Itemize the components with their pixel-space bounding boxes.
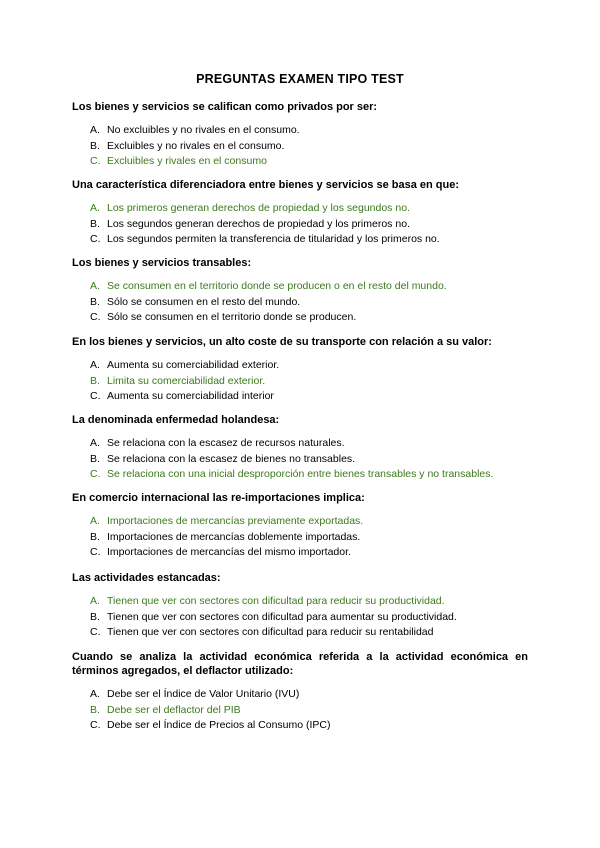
option-letter: B. bbox=[90, 530, 100, 543]
option-text: Importaciones de mercancías del mismo importador. bbox=[107, 546, 351, 558]
question-3 bbox=[72, 256, 528, 326]
option-letter: C. bbox=[90, 468, 101, 480]
option-text: Los primeros generan derechos de propiedad y los segundos no. bbox=[107, 202, 410, 214]
option-letter: A. bbox=[90, 202, 100, 214]
question-3-options bbox=[72, 279, 528, 326]
question-5-options bbox=[72, 436, 528, 483]
option-1c[interactable] bbox=[72, 154, 528, 170]
option-3c[interactable] bbox=[72, 310, 528, 326]
option-7b[interactable] bbox=[72, 610, 528, 626]
option-letter: A. bbox=[90, 515, 100, 527]
option-text: Limita su comerciabilidad exterior. bbox=[107, 374, 266, 387]
option-letter: B. bbox=[90, 217, 100, 230]
option-letter: A. bbox=[90, 359, 100, 371]
option-text: Tienen que ver con sectores con dificultad para reducir su rentabilidad bbox=[107, 626, 434, 638]
option-2c[interactable] bbox=[72, 232, 528, 248]
question-4-text: En los bienes y servicios, un alto coste de su transporte con relación a su valor: bbox=[72, 336, 492, 348]
question-2-options bbox=[72, 201, 528, 248]
option-1b[interactable] bbox=[72, 139, 528, 155]
question-8 bbox=[72, 650, 528, 734]
option-text: Se relaciona con la escasez de bienes no transables. bbox=[107, 452, 356, 465]
option-letter: A. bbox=[90, 595, 100, 607]
option-text: Aumenta su comerciabilidad interior bbox=[107, 390, 274, 402]
page-title: PREGUNTAS EXAMEN TIPO TEST bbox=[196, 72, 404, 86]
option-text: Se relaciona con una inicial desproporción entre bienes transables y no transables. bbox=[107, 468, 494, 480]
question-4-options bbox=[72, 358, 528, 405]
option-text: Se consumen en el territorio donde se producen o en el resto del mundo. bbox=[107, 280, 447, 292]
option-6c[interactable] bbox=[72, 545, 528, 561]
question-8-options bbox=[72, 687, 528, 734]
option-letter: C. bbox=[90, 719, 101, 731]
question-8-text: Cuando se analiza la actividad económica referida a la actividad económica en términos agregados, el deflactor utilizado: bbox=[72, 651, 528, 677]
option-letter: C. bbox=[90, 155, 101, 167]
option-6a[interactable] bbox=[72, 514, 528, 530]
question-1 bbox=[72, 100, 528, 170]
option-text: Los segundos generan derechos de propiedad y los primeros no. bbox=[107, 217, 410, 230]
option-text: Tienen que ver con sectores con dificultad para aumentar su productividad. bbox=[107, 610, 457, 623]
question-6 bbox=[72, 491, 528, 561]
option-text: Se relaciona con la escasez de recursos naturales. bbox=[107, 437, 345, 449]
option-letter: B. bbox=[90, 139, 100, 152]
question-5 bbox=[72, 413, 528, 483]
option-4c[interactable] bbox=[72, 389, 528, 405]
option-text: Debe ser el Índice de Valor Unitario (IVU) bbox=[107, 688, 300, 700]
option-3b[interactable] bbox=[72, 295, 528, 311]
option-3a[interactable] bbox=[72, 279, 528, 295]
option-letter: B. bbox=[90, 374, 100, 387]
option-letter: C. bbox=[90, 311, 101, 323]
option-text: Sólo se consumen en el territorio donde se producen. bbox=[107, 311, 357, 323]
question-2 bbox=[72, 178, 528, 248]
option-letter: B. bbox=[90, 610, 100, 623]
question-5-text: La denominada enfermedad holandesa: bbox=[72, 414, 280, 426]
option-text: Sólo se consumen en el resto del mundo. bbox=[107, 295, 301, 308]
option-2b[interactable] bbox=[72, 217, 528, 233]
option-8a[interactable] bbox=[72, 687, 528, 703]
option-letter: B. bbox=[90, 295, 100, 308]
option-text: Aumenta su comerciabilidad exterior. bbox=[107, 359, 280, 371]
option-4a[interactable] bbox=[72, 358, 528, 374]
option-5a[interactable] bbox=[72, 436, 528, 452]
question-6-text: En comercio internacional las re-importaciones implica: bbox=[72, 492, 365, 504]
option-letter: A. bbox=[90, 688, 100, 700]
question-7 bbox=[72, 571, 528, 641]
option-letter: B. bbox=[90, 703, 100, 716]
question-6-options bbox=[72, 514, 528, 561]
option-text: Importaciones de mercancías previamente exportadas. bbox=[107, 515, 364, 527]
question-1-text: Los bienes y servicios se califican como privados por ser: bbox=[72, 101, 378, 113]
option-text: Excluibles y rivales en el consumo bbox=[107, 155, 267, 167]
option-letter: C. bbox=[90, 233, 101, 245]
option-text: Debe ser el Índice de Precios al Consumo (IPC) bbox=[107, 719, 331, 731]
option-text: Excluibles y no rivales en el consumo. bbox=[107, 139, 285, 152]
option-text: Debe ser el deflactor del PIB bbox=[107, 703, 241, 716]
option-5b[interactable] bbox=[72, 452, 528, 468]
question-2-text: Una característica diferenciadora entre bienes y servicios se basa en que: bbox=[72, 179, 460, 191]
option-text: Tienen que ver con sectores con dificultad para reducir su productividad. bbox=[107, 595, 445, 607]
option-6b[interactable] bbox=[72, 530, 528, 546]
option-letter: C. bbox=[90, 546, 101, 558]
option-letter: A. bbox=[90, 124, 100, 136]
option-7c[interactable] bbox=[72, 625, 528, 641]
option-text: Los segundos permiten la transferencia de titularidad y los primeros no. bbox=[107, 233, 440, 245]
option-letter: C. bbox=[90, 626, 101, 638]
option-2a[interactable] bbox=[72, 201, 528, 217]
option-1a[interactable] bbox=[72, 123, 528, 139]
option-text: Importaciones de mercancías doblemente importadas. bbox=[107, 530, 361, 543]
question-7-options bbox=[72, 594, 528, 641]
option-8b[interactable] bbox=[72, 703, 528, 719]
question-1-options bbox=[72, 123, 528, 170]
option-4b[interactable] bbox=[72, 374, 528, 390]
option-8c[interactable] bbox=[72, 718, 528, 734]
option-letter: A. bbox=[90, 437, 100, 449]
option-5c[interactable] bbox=[72, 467, 528, 483]
option-letter: C. bbox=[90, 390, 101, 402]
question-7-text: Las actividades estancadas: bbox=[72, 572, 221, 584]
option-text: No excluibles y no rivales en el consumo. bbox=[107, 124, 300, 136]
option-letter: A. bbox=[90, 280, 100, 292]
option-letter: B. bbox=[90, 452, 100, 465]
question-4 bbox=[72, 335, 528, 405]
option-7a[interactable] bbox=[72, 594, 528, 610]
question-3-text: Los bienes y servicios transables: bbox=[72, 257, 252, 269]
